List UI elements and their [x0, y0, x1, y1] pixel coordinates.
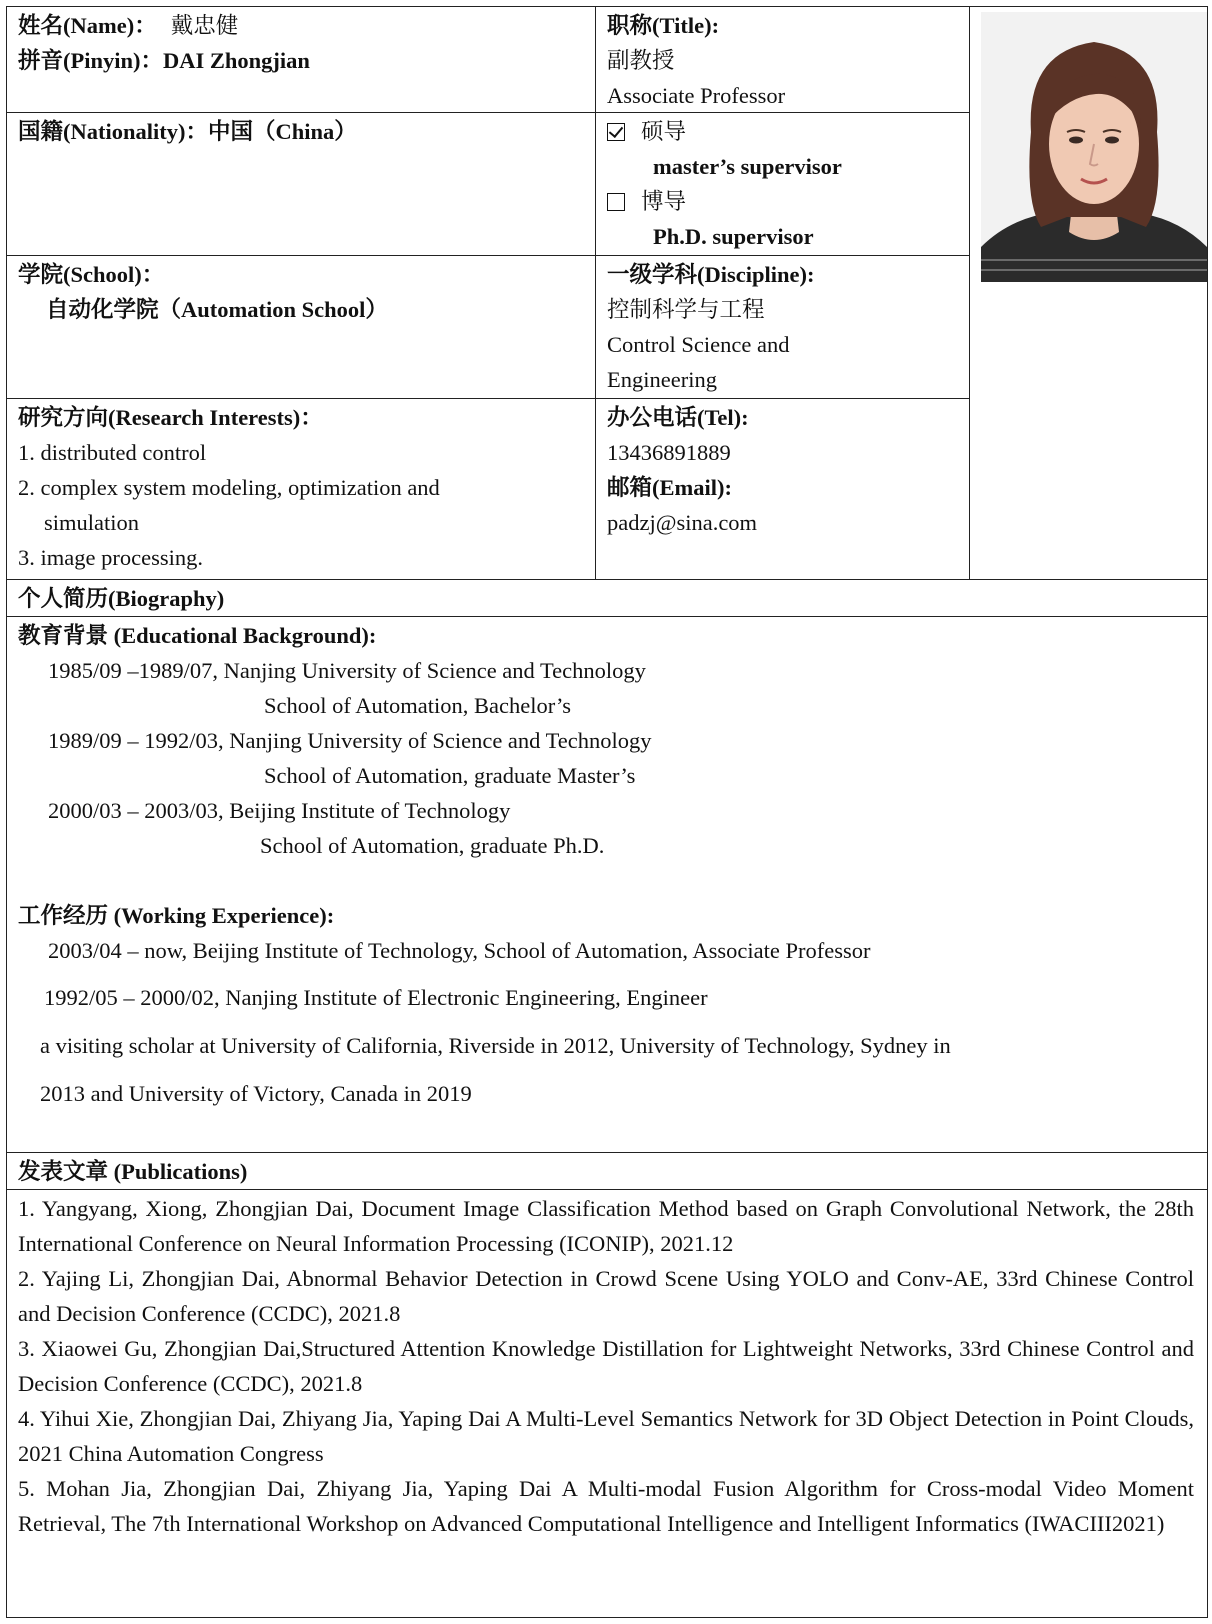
title-label: 职称(Title):: [607, 13, 720, 38]
work-entry: 2003/04 – now, Beijing Institute of Technology, School of Automation, Associate Professor: [48, 938, 871, 963]
email-value[interactable]: padzj@sina.com: [607, 510, 758, 535]
email-label: 邮箱(Email):: [607, 475, 732, 500]
education-heading: 教育背景 (Educational Background):: [18, 623, 377, 648]
title-cn: 副教授: [607, 48, 675, 73]
publication-item: 1. Yangyang, Xiong, Zhongjian Dai, Document Image Classification Method based on Graph Convolutional Network, the 28th International Conference on Neural Information Processing (ICONIP), 2021.12: [18, 1196, 1194, 1256]
school-value: 自动化学院（Automation School）: [46, 297, 388, 322]
publications-list: [6, 1189, 1208, 1541]
school-label: 学院(School)：: [18, 262, 165, 287]
name-label: 姓名(Name)：: [18, 13, 157, 38]
phd-supervisor-checkbox-unchecked: [607, 193, 625, 211]
nationality-value: 中国（China）: [208, 119, 357, 144]
publication-item: 2. Yajing Li, Zhongjian Dai, Abnormal Behavior Detection in Crowd Scene Using YOLO and Conv-AE, 33rd Chinese Control and Decision Conference (CCDC), 2021.8: [18, 1266, 1194, 1326]
profile-page: [6, 6, 1208, 1618]
discipline-label: 一级学科(Discipline):: [607, 262, 815, 287]
research-item: 3. image processing.: [18, 545, 203, 570]
title-cell: [595, 6, 969, 113]
tel-value: 13436891889: [607, 440, 731, 465]
education-entry: 1989/09 – 1992/03, Nanjing University of Science and Technology: [48, 728, 652, 753]
discipline-cell: [595, 255, 969, 397]
discipline-en-line1: Control Science and: [607, 332, 790, 357]
work-entry: 1992/05 – 2000/02, Nanjing Institute of Electronic Engineering, Engineer: [44, 985, 708, 1010]
research-label: 研究方向(Research Interests)：: [18, 405, 323, 430]
biography-heading-cell: [6, 579, 1208, 616]
discipline-cn: 控制科学与工程: [607, 297, 765, 322]
work-heading: 工作经历 (Working Experience):: [18, 903, 335, 928]
school-cell: [6, 255, 595, 327]
nationality-cell: [6, 112, 595, 149]
education-entry: 1985/09 –1989/07, Nanjing University of Science and Technology: [48, 658, 646, 683]
publication-item: 3. Xiaowei Gu, Zhongjian Dai,Structured Attention Knowledge Distillation for Lightweight Networks, 33rd Chinese Control and Decision Conference (CCDC), 2021.8: [18, 1336, 1194, 1396]
education-entry: 2000/03 – 2003/03, Beijing Institute of Technology: [48, 798, 511, 823]
master-supervisor-en: master’s supervisor: [653, 154, 842, 179]
publication-item: 5. Mohan Jia, Zhongjian Dai, Zhiyang Jia, Yaping Dai A Multi-modal Fusion Algorithm for Cross-modal Video Moment Retrieval, The 7th International Workshop on Advanced Computational Intelligence and Intelligent Informatics (IWACIII2021): [18, 1476, 1194, 1536]
education-entry-detail: School of Automation, graduate Master’s: [264, 763, 636, 788]
research-item: simulation: [44, 510, 139, 535]
biography-heading: 个人简历(Biography): [18, 586, 225, 611]
publications-heading-cell: [6, 1152, 1208, 1189]
pinyin-value: DAI Zhongjian: [163, 48, 310, 73]
publications-heading: 发表文章 (Publications): [18, 1159, 248, 1184]
nationality-label: 国籍(Nationality)：: [18, 119, 208, 144]
biography-cell: [6, 616, 1208, 1111]
pinyin-label: 拼音(Pinyin)：: [18, 48, 164, 73]
tel-label: 办公电话(Tel):: [607, 405, 749, 430]
column-divider: [969, 6, 970, 579]
name-cell: [6, 6, 595, 78]
master-supervisor-cn: 硕导: [641, 119, 687, 144]
visiting-scholar-line2: 2013 and University of Victory, Canada in 2019: [40, 1081, 472, 1106]
title-en: Associate Professor: [607, 83, 786, 108]
phd-supervisor-cn: 博导: [641, 189, 687, 214]
portrait-photo: [981, 12, 1207, 282]
education-entry-detail: School of Automation, Bachelor’s: [264, 693, 572, 718]
visiting-scholar-line1: a visiting scholar at University of California, Riverside in 2012, University of Technology, Sydney in: [40, 1033, 951, 1058]
research-item: 1. distributed control: [18, 440, 207, 465]
supervisor-cell: [595, 112, 969, 254]
research-cell: [6, 398, 595, 575]
publication-item: 4. Yihui Xie, Zhongjian Dai, Zhiyang Jia, Yaping Dai A Multi-Level Semantics Network for 3D Object Detection in Point Clouds, 2021 China Automation Congress: [18, 1406, 1194, 1466]
name-value: 戴忠健: [170, 13, 239, 38]
contact-cell: [595, 398, 969, 540]
phd-supervisor-en: Ph.D. supervisor: [653, 224, 814, 249]
education-entry-detail: School of Automation, graduate Ph.D.: [260, 833, 605, 858]
discipline-en-line2: Engineering: [607, 367, 717, 392]
master-supervisor-checkbox-checked: [607, 123, 625, 141]
research-item: 2. complex system modeling, optimization and: [18, 475, 440, 500]
